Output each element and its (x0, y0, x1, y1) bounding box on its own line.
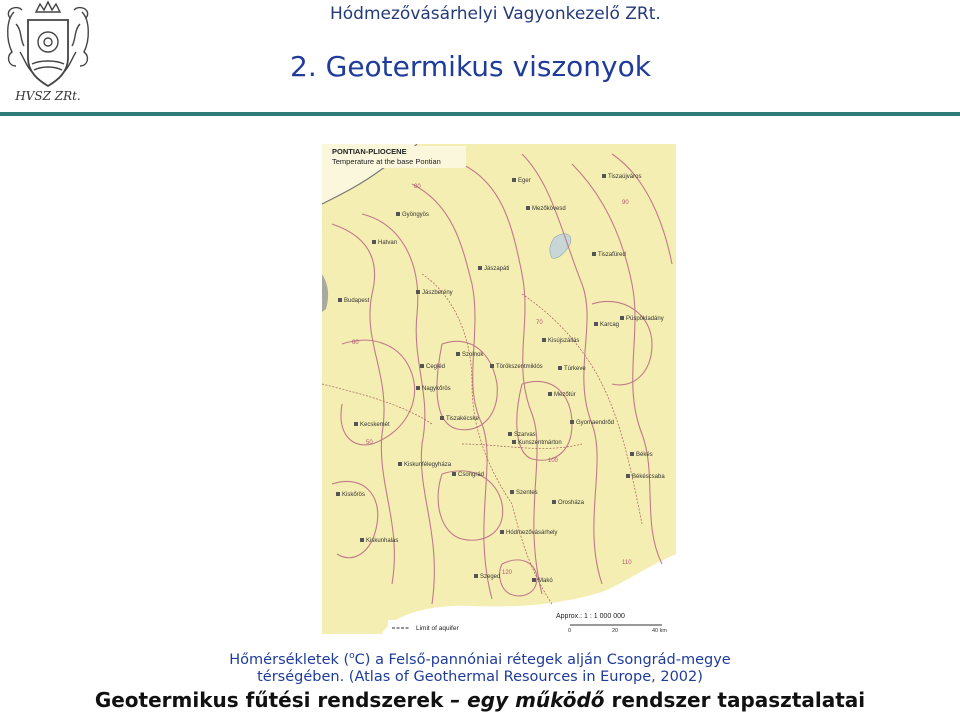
city-marker (512, 440, 516, 444)
city-label: Püspökladány (626, 316, 664, 322)
city-label: Jászapáti (484, 266, 510, 272)
footer-title: Geotermikus fűtési rendszerek – egy működő rendszer tapasztalatai (94, 688, 866, 712)
city-label: Hatvan (378, 240, 398, 246)
scale-tick-0: 0 (568, 628, 572, 634)
city-label: Budapest (344, 298, 370, 304)
city-marker (594, 322, 598, 326)
scale-tick-40: 40 km (652, 628, 667, 634)
city-marker (420, 364, 424, 368)
isotherm-label: 120 (502, 570, 513, 576)
city-marker (338, 298, 342, 302)
city-marker (558, 366, 562, 370)
company-name: Hódmezővásárhelyi Vagyonkezelő ZRt. (330, 4, 661, 24)
city-marker (396, 212, 400, 216)
city-marker (354, 422, 358, 426)
city-label: Szarvas (514, 432, 536, 438)
city-marker (592, 252, 596, 256)
city-label: Szeged (480, 574, 501, 580)
isotherm-label: 60 (352, 340, 359, 346)
city-marker (552, 500, 556, 504)
city-label: Gyomaendrőd (576, 420, 615, 426)
caption-line2: térségében. (Atlas of Geothermal Resources in Europe, 2002) (257, 668, 703, 685)
scale-tick-20: 20 (612, 628, 619, 634)
city-label: Kiskunhalas (366, 538, 399, 544)
city-label: Mezőtúr (554, 392, 576, 398)
city-label: Tiszakécske (446, 416, 479, 422)
city-marker (510, 490, 514, 494)
city-marker (548, 392, 552, 396)
city-marker (416, 386, 420, 390)
city-label: Tiszafüred (598, 252, 626, 258)
isotherm-label: 70 (536, 320, 543, 326)
city-label: Kisújszállás (548, 338, 580, 344)
city-marker (542, 338, 546, 342)
city-marker (440, 416, 444, 420)
figure-caption (0, 648, 960, 686)
city-marker (478, 266, 482, 270)
city-marker (626, 474, 630, 478)
city-label: Csongrád (458, 472, 485, 478)
aquifer-limit-label: Limit of aquifer (416, 625, 459, 632)
city-marker (500, 530, 504, 534)
city-marker (570, 420, 574, 424)
city-label: Mezőkövesd (532, 206, 566, 212)
city-marker (620, 316, 624, 320)
city-marker (336, 492, 340, 496)
city-marker (398, 462, 402, 466)
city-label: Túrkeve (564, 366, 586, 372)
city-label: Gyöngyös (402, 212, 430, 218)
isotherm-label: 100 (548, 458, 559, 464)
city-marker (456, 352, 460, 356)
city-label: Törökszentmiklós (496, 364, 543, 370)
isotherm-label: 110 (622, 560, 632, 566)
city-label: Kiskunfélegyháza (404, 462, 452, 468)
city-marker (526, 206, 530, 210)
city-label: Kecskemét (360, 422, 390, 428)
city-marker (452, 472, 456, 476)
city-label: Tiszaújváros (608, 174, 642, 180)
city-label: Kiskőrös (342, 492, 366, 498)
city-label: Hódmezővásárhely (506, 530, 558, 536)
isotherm-label: 50 (366, 440, 373, 446)
city-marker (490, 364, 494, 368)
city-label: Nagykőrös (422, 386, 451, 392)
isotherm-label: 80 (414, 184, 421, 190)
city-label: Szentes (516, 490, 538, 496)
city-label: Cegléd (426, 364, 446, 370)
city-label: Orosháza (558, 500, 585, 506)
isotherm-label: 90 (622, 200, 629, 206)
city-label: Eger (518, 178, 531, 184)
city-marker (372, 240, 376, 244)
city-marker (630, 452, 634, 456)
city-marker (532, 578, 536, 582)
map-heading-line2: Temperature at the base Pontian (332, 157, 441, 166)
city-label: Karcag (600, 322, 620, 328)
map-scale-text: Approx.: 1 : 1 000 000 (556, 613, 625, 620)
city-marker (602, 174, 606, 178)
city-marker (474, 574, 478, 578)
map-heading-line1: PONTIAN-PLIOCENE (332, 147, 407, 156)
geothermal-temperature-map (322, 144, 676, 634)
coat-of-arms-logo (2, 0, 94, 106)
city-label: Kunszentmárton (518, 440, 562, 446)
city-marker (360, 538, 364, 542)
logo-text: HVSZ ZRt. (15, 89, 81, 103)
city-label: Jászberény (422, 290, 453, 296)
caption-line1: Hőmérsékletek ($^o$C) a Felső-pannóniai rétegek alján Csongrád-megye (229, 651, 731, 668)
city-marker (416, 290, 420, 294)
page-title: 2. Geotermikus viszonyok (290, 50, 651, 83)
city-marker (508, 432, 512, 436)
city-label: Szolnok (462, 352, 484, 358)
header-divider (0, 112, 960, 116)
city-marker (512, 178, 516, 182)
city-label: Békés (636, 452, 653, 458)
city-label: Makó (538, 578, 553, 584)
city-label: Békéscsaba (632, 474, 665, 480)
